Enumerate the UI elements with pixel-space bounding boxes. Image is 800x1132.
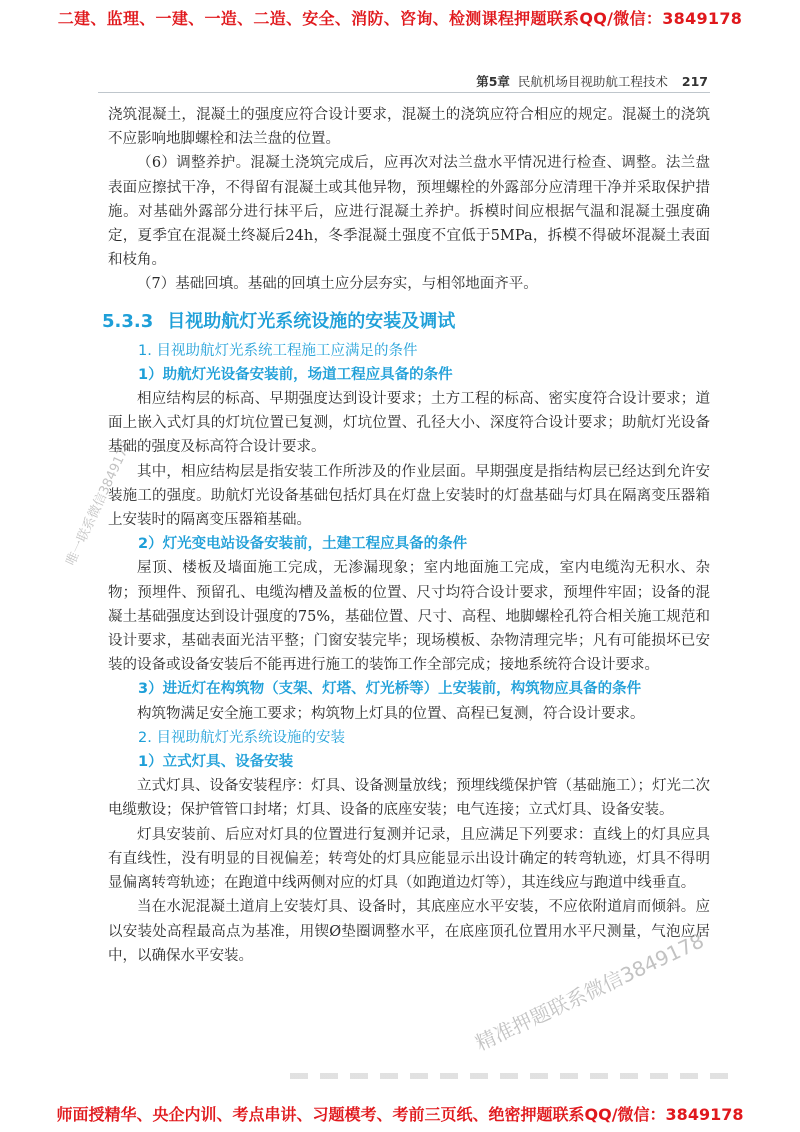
section-heading [102,307,710,333]
watermark-left: 唯一联系微信3849178 [63,438,135,569]
section-number: 5.3.3 [102,310,154,332]
paragraph: （7）基础回填。基础的回填土应分层夯实，与相邻地面齐平。 [137,276,538,293]
paragraph: 灯具安装前、后应对灯具的位置进行复测并记录，且应满足下列要求：直线上的灯具应具有直线性，没有明显的目视偏差；转弯处的灯具应能显示出设计确定的转弯轨迹，灯具不得明显偏离转弯轨迹；在跑道中线两侧对应的灯具（如跑道边灯等），其连线应与跑道中线垂直。 [108,826,710,892]
page-number: 217 [681,74,708,89]
paragraph: 构筑物满足安全施工要求；构筑物上灯具的位置、高程已复测，符合设计要求。 [137,705,645,722]
header-rule [98,92,710,93]
subheading: 1. 目视助航灯光系统工程施工应满足的条件 [138,342,418,359]
subheading: 3）进近灯在构筑物（支架、灯塔、灯光桥等）上安装前，构筑物应具备的条件 [138,681,642,698]
paragraph: 相应结构层的标高、早期强度达到设计要求；土方工程的标高、密实度符合设计要求；道面上嵌入式灯具的灯坑位置已复测，灯坑位置、孔径大小、深度符合设计要求；助航灯光设备基础的强度及标高符合设计要求。 [108,391,710,456]
section-title: 目视助航灯光系统设施的安装及调试 [167,310,456,332]
page-body [102,103,710,968]
paragraph: 屋顶、楼板及墙面施工完成，无渗漏现象；室内地面施工完成，室内电缆沟无积水、杂物；预埋件、预留孔、电缆沟槽及盖板的位置、尺寸均符合设计要求，预埋件牢固；设备的混凝土基础强度达到设计强度的75%，基础位置、尺寸、高程、地脚螺栓孔符合相关施工规范和设计要求，基础表面光洁平整；门窗安装完毕；现场模板、杂物清理完毕；凡有可能损坏已安装的设备或设备安装后不能再进行施工的装饰工作全部完成；接地系统符合设计要求。 [108,560,710,674]
faded-text-line [290,1073,730,1079]
subheading: 2. 目视助航灯光系统设施的安装 [138,729,345,746]
subheading: 2）灯光变电站设备安装前，土建工程应具备的条件 [138,536,468,553]
subheading: 1）助航灯光设备安装前，场道工程应具备的条件 [138,366,453,383]
paragraph: （6）调整养护。混凝土浇筑完成后，应再次对法兰盘水平情况进行检查、调整。法兰盘表面应擦拭干净，不得留有混凝土或其他异物，预埋螺栓的外露部分应清理干净并采取保护措施。对基础外露部分进行抹平后，应进行混凝土养护。拆模时间应根据气温和混凝土强度确定，夏季宜在混凝土终凝后24h，冬季混凝土强度不宜低于5MPa，拆模不得破坏混凝土表面和枝角。 [108,155,710,269]
chapter-number: 第5章 [476,74,510,89]
bottom-ad-banner: 师面授精华、央企内训、考点串讲、习题模考、考前三页纸、绝密押题联系QQ/微信：3849178 [56,1105,744,1124]
running-header [476,72,708,90]
paragraph: 当在水泥混凝土道肩上安装灯具、设备时，其底座应水平安装，不应依附道肩而倾斜。应以安装处高程最高点为基准，用锲Ø垫圈调整水平，在底座顶孔位置用水平尺测量，气泡应居中，以确保水平安装。 [108,899,710,964]
subheading: 1）立式灯具、设备安装 [138,754,294,771]
paragraph: 浇筑混凝土，混凝土的强度应符合设计要求，混凝土的浇筑应符合相应的规定。混凝土的浇筑不应影响地脚螺栓和法兰盘的位置。 [108,107,710,148]
watermark-bottom: 精准押题联系微信3849178 [471,928,708,1056]
chapter-title: 民航机场目视助航工程技术 [517,74,668,89]
paragraph: 立式灯具、设备安装程序：灯具、设备测量放线；预埋线缆保护管（基础施工）；灯光二次电缆敷设；保护管管口封堵；灯具、设备的底座安装；电气连接；立式灯具、设备安装。 [108,778,710,819]
top-ad-banner: 二建、监理、一建、一造、二造、安全、消防、咨询、检测课程押题联系QQ/微信：3849178 [57,9,743,28]
paragraph: 其中，相应结构层是指安装工作所涉及的作业层面。早期强度是指结构层已经达到允许安装施工的强度。助航灯光设备基础包括灯具在灯盘上安装时的灯盘基础与灯具在隔离变压器箱上安装时的隔离变压器箱基础。 [108,463,710,529]
